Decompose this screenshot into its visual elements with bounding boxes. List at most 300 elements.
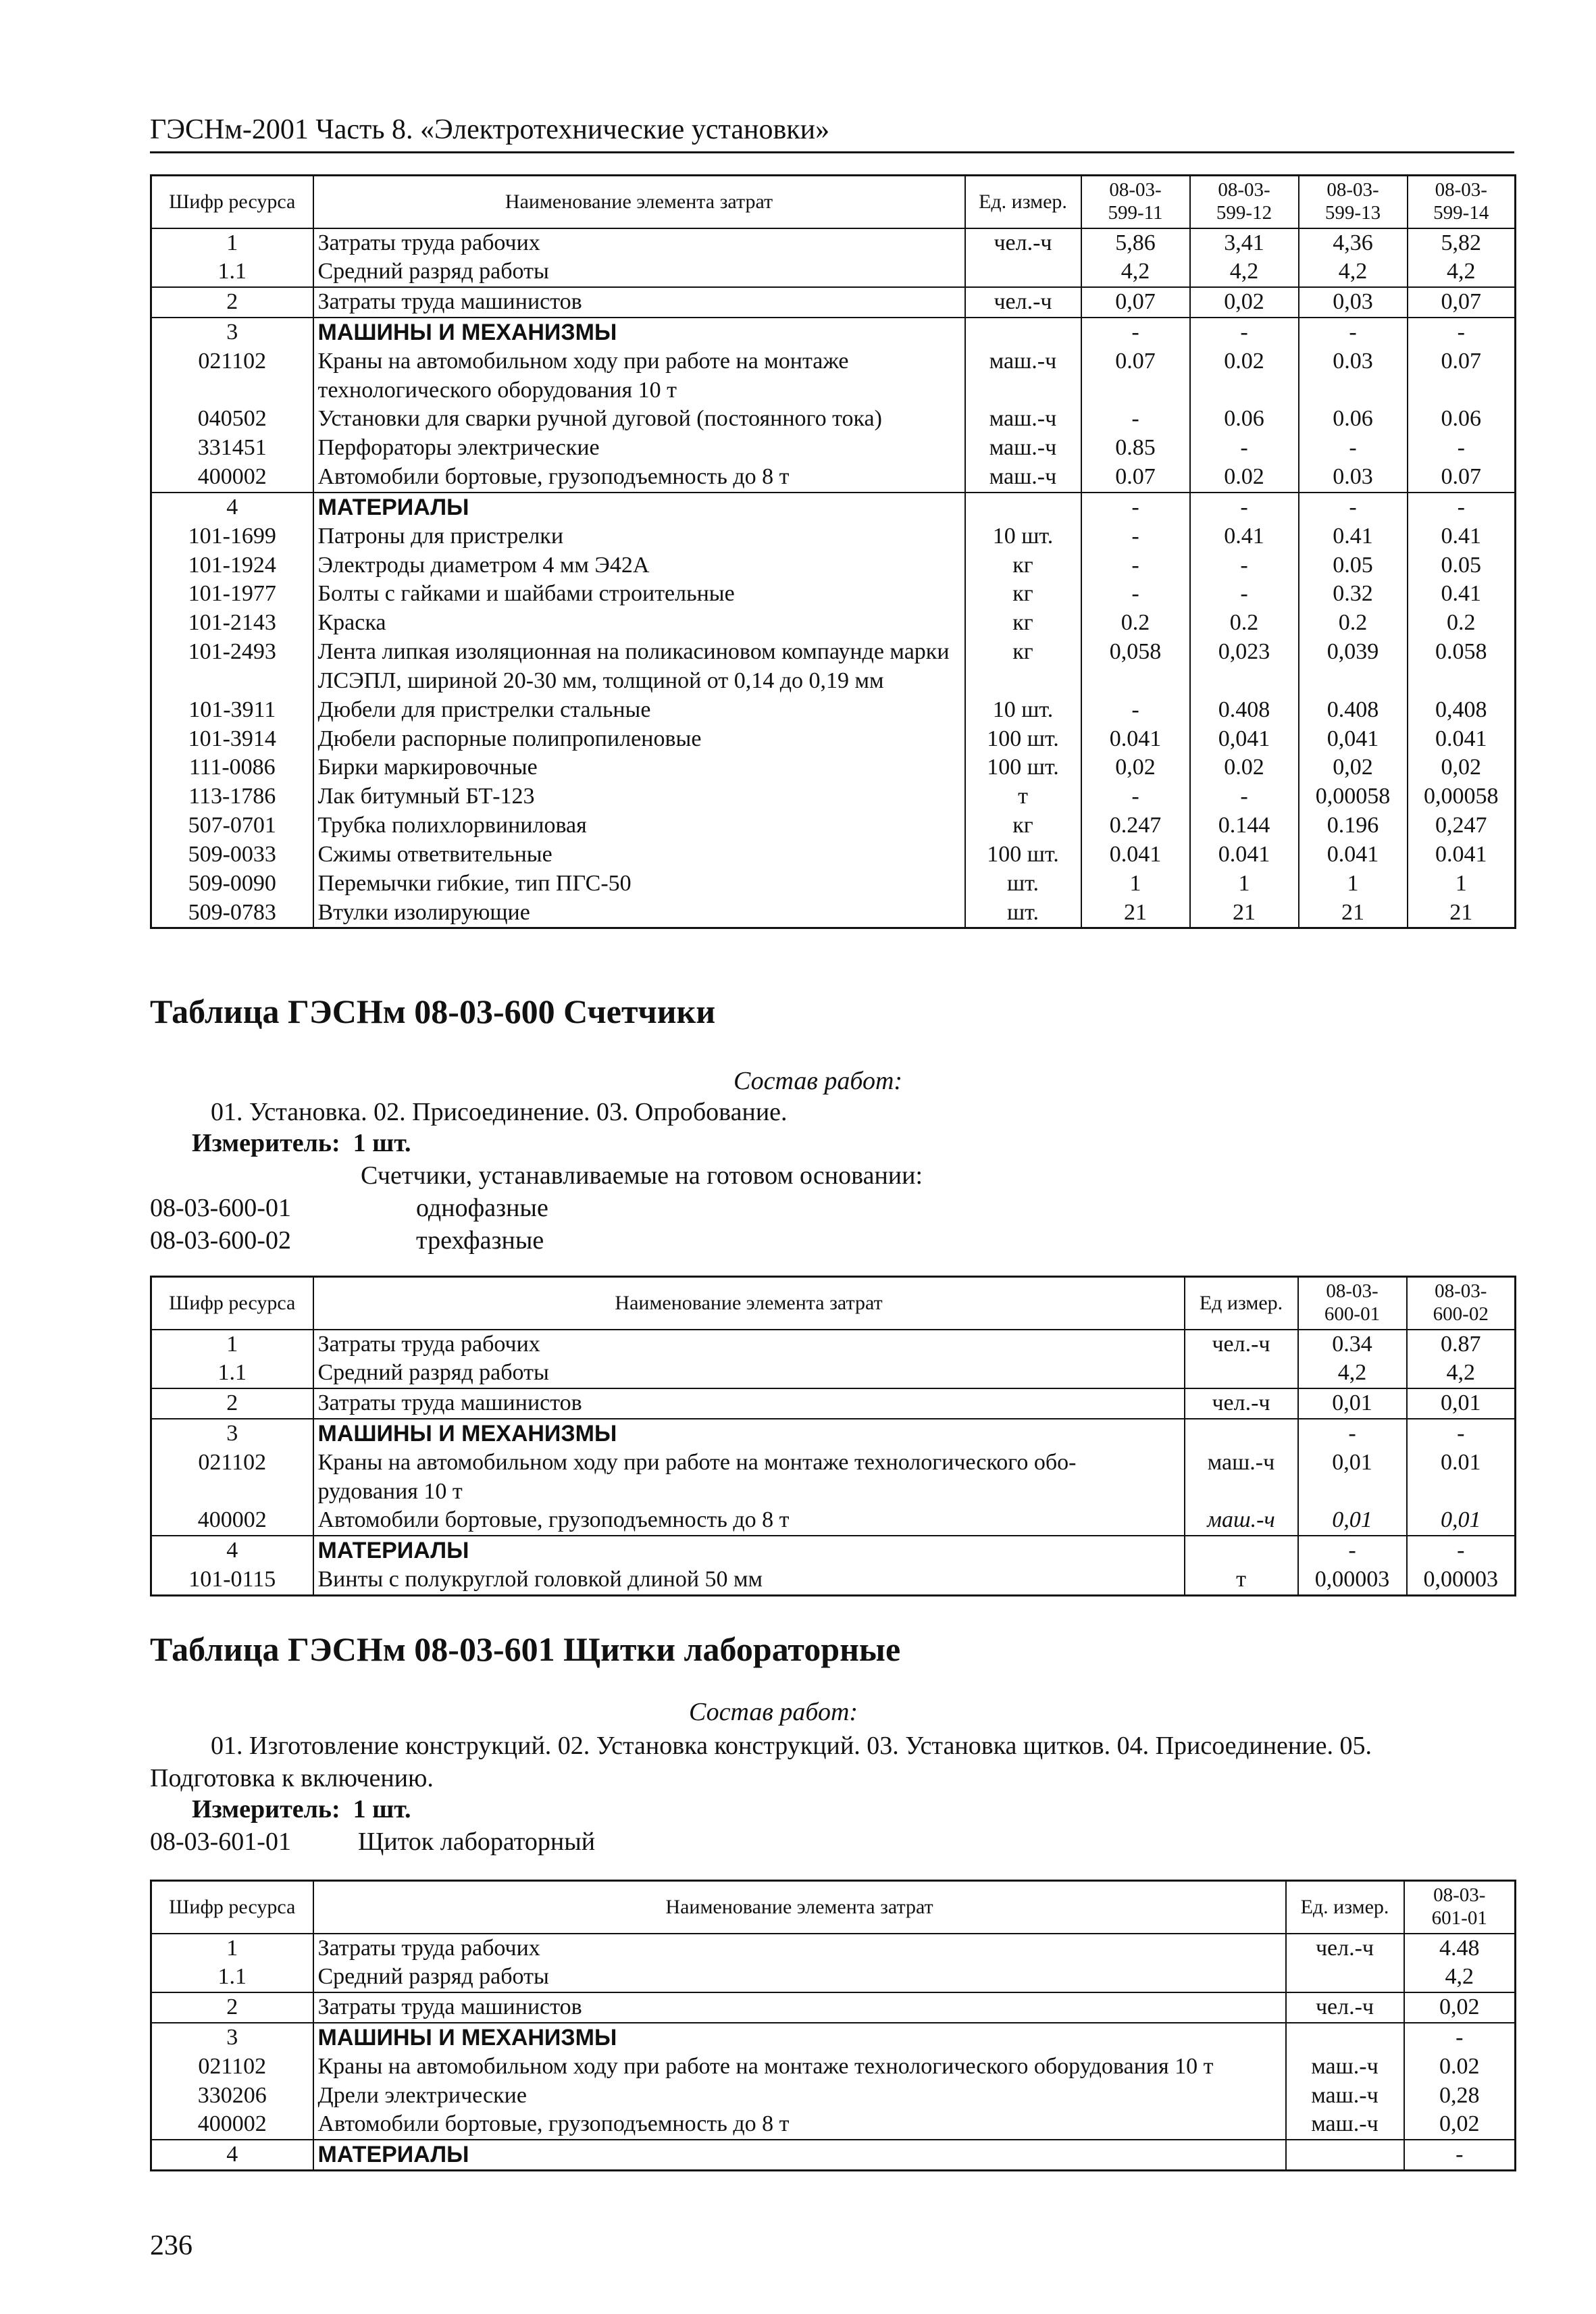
resource-table-599 — [150, 174, 1516, 929]
header-name: Наименование элемента затрат — [313, 176, 965, 228]
norm-value: - — [1081, 580, 1190, 609]
table-row — [151, 811, 1516, 840]
resource-code: 1 — [151, 1934, 313, 1963]
izmeritel-value: 1 шт. — [353, 1795, 411, 1823]
resource-unit: чел.-ч — [1185, 1330, 1298, 1359]
resource-table-600 — [150, 1276, 1516, 1596]
norm-value: - — [1298, 1419, 1407, 1449]
header-code: Шифр ресурса — [151, 176, 313, 228]
norm-value: 4,2 — [1298, 1359, 1407, 1388]
norm-value: 0,039 — [1299, 638, 1408, 696]
resource-unit: кг — [965, 609, 1081, 638]
running-header: ГЭСНм-2001 Часть 8. «Электротехнические установки» — [150, 114, 1514, 153]
resource-unit: кг — [965, 638, 1081, 696]
norm-value: 0.01 — [1407, 1449, 1516, 1507]
norm-value: - — [1299, 318, 1408, 347]
header-unit: Ед. измер. — [965, 176, 1081, 228]
norm-value: 0.32 — [1299, 580, 1408, 609]
norm-value: 0,01 — [1298, 1506, 1407, 1536]
table-row — [151, 1506, 1516, 1536]
table-row — [151, 1419, 1516, 1449]
resource-name: Затраты труда машинистов — [313, 1992, 1286, 2023]
norm-value: 0.196 — [1299, 811, 1408, 840]
norm-value: - — [1299, 434, 1408, 463]
resource-code: 509-0783 — [151, 899, 313, 928]
resource-name: МАТЕРИАЛЫ — [313, 493, 965, 522]
norm-value: 0.87 — [1407, 1330, 1516, 1359]
item-code-600-02: 08-03-600-02 — [150, 1226, 291, 1255]
resource-code: 101-3911 — [151, 696, 313, 725]
norm-value: 0.2 — [1190, 609, 1299, 638]
header-name: Наименование элемента затрат — [313, 1277, 1185, 1330]
resource-code: 101-1924 — [151, 551, 313, 580]
resource-unit — [1185, 1419, 1298, 1449]
table-601-body — [151, 1934, 1516, 2171]
norm-value: 0.41 — [1408, 580, 1516, 609]
norm-value: 0.02 — [1404, 2053, 1516, 2082]
resource-code: 509-0033 — [151, 840, 313, 870]
resource-name: Электроды диаметром 4 мм Э42А — [313, 551, 965, 580]
resource-name: Втулки изолирующие — [313, 899, 965, 928]
norm-value: 0.03 — [1299, 463, 1408, 493]
resource-unit: маш.-ч — [965, 347, 1081, 405]
header-col-599-12: 08-03- 599-12 — [1190, 176, 1299, 228]
header-unit: Ед. измер. — [1286, 1881, 1404, 1934]
resource-code: 2 — [151, 1992, 313, 2023]
resource-name: Установки для сварки ручной дуговой (постоянного тока) — [313, 405, 965, 434]
resource-code: 400002 — [151, 2110, 313, 2140]
resource-code: 4 — [151, 2140, 313, 2170]
norm-value: 0.041 — [1408, 725, 1516, 754]
table-row — [151, 1934, 1516, 1963]
norm-value: 4,36 — [1299, 228, 1408, 258]
resource-name: Перемычки гибкие, тип ПГС-50 — [313, 870, 965, 899]
norm-value: 0.07 — [1408, 347, 1516, 405]
resource-name: Автомобили бортовые, грузоподъемность до 8 т — [313, 463, 965, 493]
norm-value: 0,408 — [1408, 696, 1516, 725]
resource-unit: маш.-ч — [1185, 1506, 1298, 1536]
norm-value: 0,00058 — [1408, 782, 1516, 811]
norm-value: 0.05 — [1299, 551, 1408, 580]
table-row — [151, 405, 1516, 434]
resource-unit: кг — [965, 580, 1081, 609]
resource-name: Дюбели для пристрелки стальные — [313, 696, 965, 725]
table-row — [151, 753, 1516, 782]
norm-value: 0,00003 — [1298, 1565, 1407, 1595]
resource-code: 021102 — [151, 1449, 313, 1507]
norm-value: 21 — [1081, 899, 1190, 928]
norm-value: 0,02 — [1190, 287, 1299, 318]
header-col-600-02: 08-03- 600-02 — [1407, 1277, 1516, 1330]
resource-unit: т — [1185, 1565, 1298, 1595]
table-row — [151, 347, 1516, 405]
izmeritel-601 — [192, 1794, 411, 1824]
section-title-600: Таблица ГЭСНм 08-03-600 Счетчики — [150, 992, 716, 1030]
norm-value: - — [1190, 434, 1299, 463]
norm-value: 0.2 — [1299, 609, 1408, 638]
resource-unit — [1185, 1359, 1298, 1388]
resource-name: МАТЕРИАЛЫ — [313, 2140, 1286, 2170]
table-row — [151, 463, 1516, 493]
table-row — [151, 493, 1516, 522]
resource-unit: чел.-ч — [965, 228, 1081, 258]
norm-value: 0.02 — [1190, 753, 1299, 782]
resource-name: Автомобили бортовые, грузоподъемность до 8 т — [313, 2110, 1286, 2140]
norm-value: 0,02 — [1081, 753, 1190, 782]
norm-value: 0.2 — [1408, 609, 1516, 638]
resource-unit: чел.-ч — [1286, 1992, 1404, 2023]
resource-code: 330206 — [151, 2082, 313, 2111]
resource-unit: кг — [965, 551, 1081, 580]
resource-name: МАТЕРИАЛЫ — [313, 1536, 1185, 1565]
resource-code: 1 — [151, 1330, 313, 1359]
resource-name: Лента липкая изоляционная на поликасиновом компаунде марки ЛСЭПЛ, шириной 20-30 мм, толщиной от 0,14 до 0,19 мм — [313, 638, 965, 696]
resource-name: Краны на автомобильном ходу при работе на монтаже технологического обо- рудования 10 т — [313, 1449, 1185, 1507]
norm-value: 0.34 — [1298, 1330, 1407, 1359]
resource-code: 507-0701 — [151, 811, 313, 840]
resource-name: Затраты труда машинистов — [313, 1388, 1185, 1419]
norm-value: 0.041 — [1081, 725, 1190, 754]
resource-code: 400002 — [151, 1506, 313, 1536]
norm-value: 0.408 — [1190, 696, 1299, 725]
header-col-599-11: 08-03- 599-11 — [1081, 176, 1190, 228]
norm-value: 0,058 — [1081, 638, 1190, 696]
resource-unit: чел.-ч — [1286, 1934, 1404, 1963]
norm-value: 0,07 — [1081, 287, 1190, 318]
resource-code: 4 — [151, 493, 313, 522]
sostav-label-600: Состав работ: — [733, 1067, 903, 1095]
norm-value: - — [1404, 2140, 1516, 2170]
subtitle-600: Счетчики, устанавливаемые на готовом основании: — [361, 1161, 923, 1190]
resource-table-601 — [150, 1880, 1516, 2171]
norm-value: 0.06 — [1408, 405, 1516, 434]
norm-value: - — [1081, 493, 1190, 522]
resource-unit: маш.-ч — [1286, 2110, 1404, 2140]
resource-unit: маш.-ч — [965, 463, 1081, 493]
resource-name: Трубка полихлорвиниловая — [313, 811, 965, 840]
norm-value: 5,86 — [1081, 228, 1190, 258]
norm-value: 0,00003 — [1407, 1565, 1516, 1595]
norm-value: - — [1190, 782, 1299, 811]
norm-value: 0,023 — [1190, 638, 1299, 696]
norm-value: 0.41 — [1190, 522, 1299, 551]
item-name-600-01: однофазные — [416, 1194, 548, 1222]
table-row — [151, 1359, 1516, 1388]
norm-value: 0,01 — [1298, 1449, 1407, 1507]
table-row — [151, 899, 1516, 928]
table-row — [151, 2023, 1516, 2053]
norm-value: 0.041 — [1299, 840, 1408, 870]
resource-name: Лак битумный БТ-123 — [313, 782, 965, 811]
norm-value: 4.48 — [1404, 1934, 1516, 1963]
table-row — [151, 609, 1516, 638]
norm-value: - — [1081, 405, 1190, 434]
table-row — [151, 522, 1516, 551]
resource-unit — [965, 257, 1081, 287]
norm-value: - — [1190, 551, 1299, 580]
sostav-label-601: Состав работ: — [689, 1698, 858, 1726]
header-col-599-13: 08-03- 599-13 — [1299, 176, 1408, 228]
resource-name: Краны на автомобильном ходу при работе на монтаже технологического оборудования 10 т — [313, 2053, 1286, 2082]
norm-value: 0,247 — [1408, 811, 1516, 840]
norm-value: 0,28 — [1404, 2082, 1516, 2111]
norm-value: 0.247 — [1081, 811, 1190, 840]
table-row — [151, 1536, 1516, 1565]
resource-code: 2 — [151, 287, 313, 318]
norm-value: 0.041 — [1081, 840, 1190, 870]
table-row — [151, 287, 1516, 318]
resource-name: Средний разряд работы — [313, 1359, 1185, 1388]
section-title-601: Таблица ГЭСНм 08-03-601 Щитки лабораторные — [150, 1630, 901, 1668]
resource-unit — [965, 318, 1081, 347]
resource-unit — [1185, 1536, 1298, 1565]
norm-value: 0.02 — [1190, 463, 1299, 493]
table-row — [151, 228, 1516, 258]
norm-value: 0,02 — [1404, 2110, 1516, 2140]
norm-value: 0.07 — [1408, 463, 1516, 493]
norm-value: - — [1081, 696, 1190, 725]
norm-value: 0.06 — [1299, 405, 1408, 434]
norm-value: 5,82 — [1408, 228, 1516, 258]
norm-value: 0.05 — [1408, 551, 1516, 580]
table-row — [151, 2140, 1516, 2170]
resource-name: Болты с гайками и шайбами строительные — [313, 580, 965, 609]
norm-value: 0.2 — [1081, 609, 1190, 638]
resource-name: МАШИНЫ И МЕХАНИЗМЫ — [313, 318, 965, 347]
resource-unit — [1286, 2023, 1404, 2053]
resource-unit: т — [965, 782, 1081, 811]
norm-value: 0.02 — [1190, 347, 1299, 405]
resource-code: 1.1 — [151, 1359, 313, 1388]
resource-code: 3 — [151, 1419, 313, 1449]
item-name-601-01: Щиток лабораторный — [358, 1828, 596, 1856]
resource-code: 021102 — [151, 2053, 313, 2082]
resource-unit: чел.-ч — [1185, 1388, 1298, 1419]
resource-unit: 100 шт. — [965, 840, 1081, 870]
resource-name: Затраты труда рабочих — [313, 228, 965, 258]
table-row — [151, 2053, 1516, 2082]
resource-unit: маш.-ч — [1185, 1449, 1298, 1507]
resource-code: 111-0086 — [151, 753, 313, 782]
norm-value: 0,02 — [1408, 753, 1516, 782]
norm-value: - — [1190, 318, 1299, 347]
item-code-601-01: 08-03-601-01 — [150, 1828, 291, 1856]
resource-name: Перфораторы электрические — [313, 434, 965, 463]
norm-value: - — [1408, 434, 1516, 463]
table-row — [151, 551, 1516, 580]
norm-value: 0,01 — [1298, 1388, 1407, 1419]
resource-unit — [1286, 2140, 1404, 2170]
table-row — [151, 870, 1516, 899]
item-name-600-02: трехфазные — [416, 1226, 544, 1255]
table-row — [151, 318, 1516, 347]
norm-value: - — [1081, 522, 1190, 551]
norm-value: 0.408 — [1299, 696, 1408, 725]
resource-unit: маш.-ч — [1286, 2053, 1404, 2082]
norm-value: 0,01 — [1407, 1388, 1516, 1419]
table-row — [151, 696, 1516, 725]
resource-code: 101-1699 — [151, 522, 313, 551]
resource-code: 3 — [151, 318, 313, 347]
resource-name: МАШИНЫ И МЕХАНИЗМЫ — [313, 1419, 1185, 1449]
norm-value: 1 — [1190, 870, 1299, 899]
izmeritel-600 — [192, 1128, 411, 1158]
izmeritel-label: Измеритель: — [192, 1129, 340, 1157]
resource-name: Патроны для пристрелки — [313, 522, 965, 551]
sostav-text-601-line1: 01. Изготовление конструкций. 02. Установка конструкций. 03. Установка щитков. 04. Присоединение. 05. — [211, 1732, 1372, 1760]
norm-value: - — [1404, 2023, 1516, 2053]
resource-code: 1 — [151, 228, 313, 258]
resource-unit: маш.-ч — [1286, 2082, 1404, 2111]
table-row — [151, 638, 1516, 696]
norm-value: 0.85 — [1081, 434, 1190, 463]
table-row — [151, 840, 1516, 870]
norm-value: 0.041 — [1190, 840, 1299, 870]
table-row — [151, 725, 1516, 754]
sostav-text-600: 01. Установка. 02. Присоединение. 03. Опробование. — [211, 1098, 788, 1126]
norm-value: 0.41 — [1299, 522, 1408, 551]
norm-value: 0.07 — [1081, 347, 1190, 405]
resource-name: МАШИНЫ И МЕХАНИЗМЫ — [313, 2023, 1286, 2053]
resource-code: 101-0115 — [151, 1565, 313, 1595]
resource-unit: шт. — [965, 899, 1081, 928]
table-row — [151, 434, 1516, 463]
norm-value: 1 — [1408, 870, 1516, 899]
table-599-body — [151, 228, 1516, 928]
norm-value: 0,02 — [1404, 1992, 1516, 2023]
resource-unit: маш.-ч — [965, 405, 1081, 434]
table-row — [151, 1963, 1516, 1992]
resource-unit: 10 шт. — [965, 696, 1081, 725]
header-code: Шифр ресурса — [151, 1881, 313, 1934]
norm-value: 1 — [1081, 870, 1190, 899]
resource-unit: 100 шт. — [965, 725, 1081, 754]
table-row — [151, 1565, 1516, 1595]
table-row — [151, 1449, 1516, 1507]
resource-code: 101-2143 — [151, 609, 313, 638]
norm-value: 4,2 — [1190, 257, 1299, 287]
norm-value: 4,2 — [1407, 1359, 1516, 1388]
norm-value: - — [1299, 493, 1408, 522]
norm-value: 4,2 — [1404, 1963, 1516, 1992]
norm-value: 0,00058 — [1299, 782, 1408, 811]
norm-value: 21 — [1299, 899, 1408, 928]
norm-value: - — [1407, 1419, 1516, 1449]
norm-value: 0.07 — [1081, 463, 1190, 493]
resource-unit: шт. — [965, 870, 1081, 899]
norm-value: 21 — [1190, 899, 1299, 928]
page-number: 236 — [150, 2230, 192, 2261]
izmeritel-label: Измеритель: — [192, 1795, 340, 1823]
norm-value: - — [1081, 782, 1190, 811]
norm-value: - — [1298, 1536, 1407, 1565]
norm-value: - — [1081, 318, 1190, 347]
norm-value: - — [1407, 1536, 1516, 1565]
resource-name: Средний разряд работы — [313, 257, 965, 287]
norm-value: 21 — [1408, 899, 1516, 928]
resource-name: Средний разряд работы — [313, 1963, 1286, 1992]
resource-name: Затраты труда машинистов — [313, 287, 965, 318]
norm-value: 0.144 — [1190, 811, 1299, 840]
resource-name: Затраты труда рабочих — [313, 1934, 1286, 1963]
resource-unit — [1286, 1963, 1404, 1992]
norm-value: 0.41 — [1408, 522, 1516, 551]
table-row — [151, 257, 1516, 287]
resource-code: 331451 — [151, 434, 313, 463]
header-col-600-01: 08-03- 600-01 — [1298, 1277, 1407, 1330]
resource-code: 509-0090 — [151, 870, 313, 899]
norm-value: 3,41 — [1190, 228, 1299, 258]
norm-value: 0,07 — [1408, 287, 1516, 318]
norm-value: 4,2 — [1408, 257, 1516, 287]
table-600-body — [151, 1330, 1516, 1596]
resource-unit: маш.-ч — [965, 434, 1081, 463]
norm-value: 0.058 — [1408, 638, 1516, 696]
table-row — [151, 1992, 1516, 2023]
izmeritel-value: 1 шт. — [353, 1129, 411, 1157]
norm-value: - — [1190, 493, 1299, 522]
resource-name: Краны на автомобильном ходу при работе на монтаже технологического оборудования 10 т — [313, 347, 965, 405]
resource-unit: кг — [965, 811, 1081, 840]
header-unit: Ед измер. — [1185, 1277, 1298, 1330]
norm-value: 0.03 — [1299, 347, 1408, 405]
resource-name: Краска — [313, 609, 965, 638]
norm-value: - — [1190, 580, 1299, 609]
resource-name: Сжимы ответвительные — [313, 840, 965, 870]
norm-value: 0,02 — [1299, 753, 1408, 782]
norm-value: 1 — [1299, 870, 1408, 899]
header-col-599-14: 08-03- 599-14 — [1408, 176, 1516, 228]
resource-code: 1.1 — [151, 1963, 313, 1992]
resource-unit — [965, 493, 1081, 522]
resource-name: Винты с полукруглой головкой длиной 50 мм — [313, 1565, 1185, 1595]
resource-name: Затраты труда рабочих — [313, 1330, 1185, 1359]
resource-unit: 100 шт. — [965, 753, 1081, 782]
sostav-text-601-line2: Подготовка к включению. — [150, 1764, 434, 1792]
resource-code: 101-3914 — [151, 725, 313, 754]
resource-code: 021102 — [151, 347, 313, 405]
resource-code: 400002 — [151, 463, 313, 493]
resource-code: 101-1977 — [151, 580, 313, 609]
norm-value: - — [1408, 318, 1516, 347]
table-row — [151, 580, 1516, 609]
norm-value: 0.06 — [1190, 405, 1299, 434]
resource-name: Дюбели распорные полипропиленовые — [313, 725, 965, 754]
resource-code: 113-1786 — [151, 782, 313, 811]
norm-value: 0,01 — [1407, 1506, 1516, 1536]
resource-code: 2 — [151, 1388, 313, 1419]
resource-code: 3 — [151, 2023, 313, 2053]
norm-value: - — [1408, 493, 1516, 522]
resource-name: Дрели электрические — [313, 2082, 1286, 2111]
resource-code: 4 — [151, 1536, 313, 1565]
norm-value: 0,03 — [1299, 287, 1408, 318]
norm-value: 4,2 — [1081, 257, 1190, 287]
table-row — [151, 782, 1516, 811]
norm-value: - — [1081, 551, 1190, 580]
header-code: Шифр ресурса — [151, 1277, 313, 1330]
resource-name: Бирки маркировочные — [313, 753, 965, 782]
resource-code: 101-2493 — [151, 638, 313, 696]
table-row — [151, 2110, 1516, 2140]
norm-value: 0.041 — [1408, 840, 1516, 870]
table-row — [151, 2082, 1516, 2111]
resource-unit: чел.-ч — [965, 287, 1081, 318]
resource-unit: 10 шт. — [965, 522, 1081, 551]
item-code-600-01: 08-03-600-01 — [150, 1194, 291, 1222]
header-name: Наименование элемента затрат — [313, 1881, 1286, 1934]
resource-name: Автомобили бортовые, грузоподъемность до 8 т — [313, 1506, 1185, 1536]
